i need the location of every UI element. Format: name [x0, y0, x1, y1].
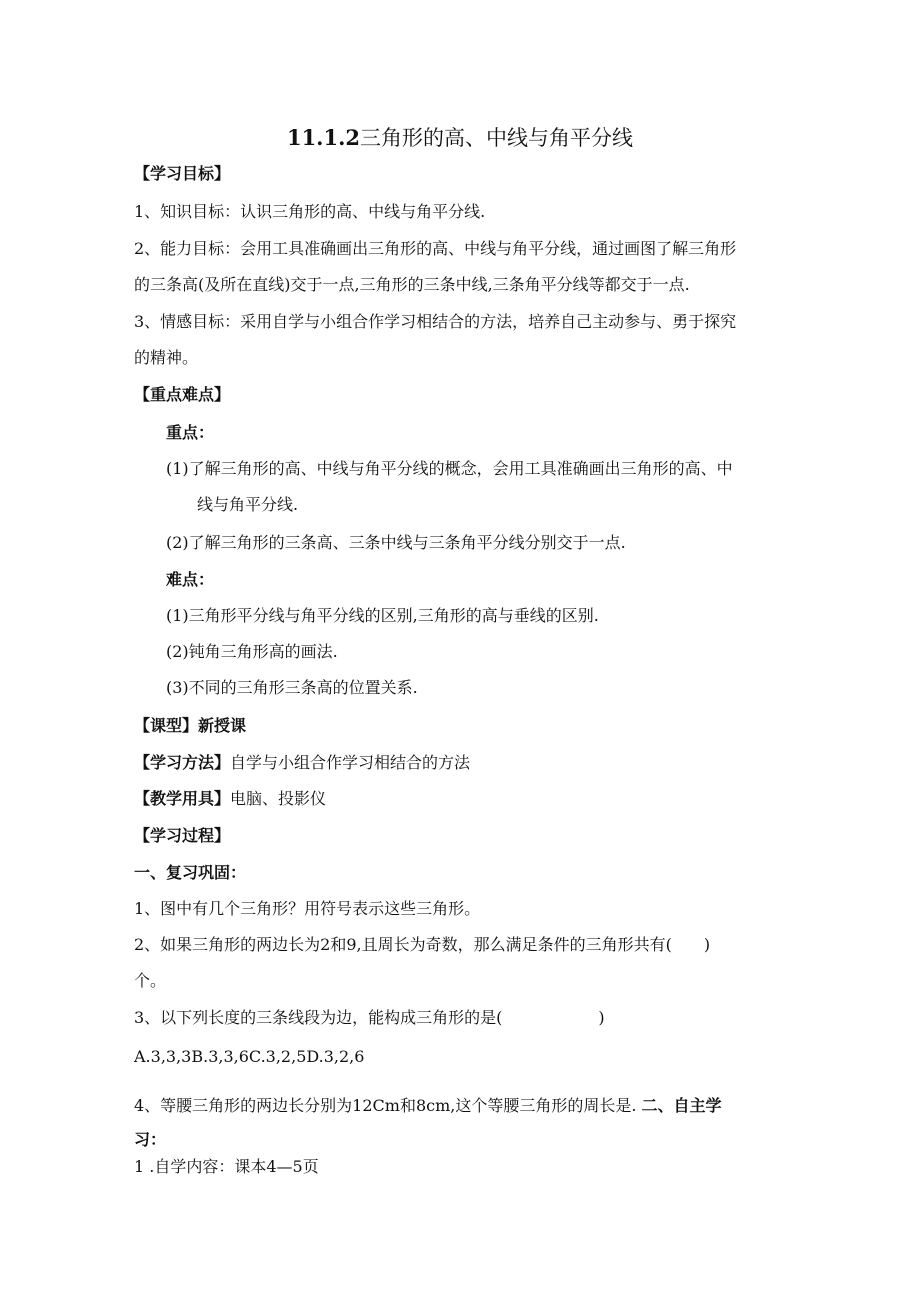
self-study-heading: 二、自主学: [641, 1096, 722, 1115]
goal-line: 的三条高(及所在直线)交于一点,三角形的三条中线,三条角平分线等都交于一点.: [134, 275, 690, 294]
study-method-label: 【学习方法】: [134, 753, 231, 772]
question-2: 2、如果三角形的两边长为2和9,且周长为奇数，那么满足条件的三角形共有( ): [134, 935, 711, 954]
key-item: (2)了解三角形的三条高、三条中线与三条角平分线分别交于一点.: [166, 533, 626, 552]
difficult-label: 难点：: [166, 570, 215, 589]
goal-line: 2、能力目标：会用工具准确画出三角形的高、中线与角平分线，通过画图了解三角形: [134, 239, 737, 258]
review-heading: 一、复习巩固：: [134, 863, 247, 882]
process-heading: 【学习过程】: [134, 826, 231, 845]
teaching-tools: [134, 788, 326, 810]
key-points-heading: 【重点难点】: [134, 385, 231, 404]
study-method: [134, 752, 470, 774]
difficult-item: (1)三角形平分线与角平分线的区别,三角形的高与垂线的区别.: [166, 606, 599, 625]
teaching-tools-value: 电脑、投影仪: [230, 789, 327, 808]
question-3-options: A.3,3,3B.3,3,6C.3,2,5D.3,2,6: [134, 1047, 365, 1066]
question-4: [134, 1095, 722, 1117]
goals-heading: 【学习目标】: [134, 164, 231, 183]
difficult-item: (3)不同的三角形三条高的位置关系.: [166, 678, 418, 697]
lesson-type: [134, 715, 246, 737]
title-text: 三角形的高、中线与角平分线: [360, 126, 634, 150]
title-number: 11.1.2: [286, 125, 361, 150]
self-study-item: 1 .自学内容：课本4—5页: [134, 1157, 319, 1176]
study-method-value: 自学与小组合作学习相结合的方法: [230, 753, 471, 772]
goal-line: 1、知识目标：认识三角形的高、中线与角平分线.: [134, 202, 486, 221]
question-3: 3、以下列长度的三条线段为边，能构成三角形的是( ): [134, 1008, 605, 1027]
teaching-tools-label: 【教学用具】: [134, 789, 231, 808]
difficult-item: (2)钝角三角形高的画法.: [166, 642, 338, 661]
key-item: (1)了解三角形的高、中线与角平分线的概念，会用工具准确画出三角形的高、中: [166, 459, 733, 478]
question-1: 1、图中有几个三角形？用符号表示这些三角形。: [134, 899, 481, 918]
question-4-text: 4、等腰三角形的两边长分别为12Cm和8cm,这个等腰三角形的周长是.: [134, 1096, 637, 1115]
goal-line: 3、情感目标：采用自学与小组合作学习相结合的方法，培养自己主动参与、勇于探究: [134, 312, 737, 331]
key-item: 线与角平分线.: [197, 495, 299, 514]
key-label: 重点：: [166, 423, 215, 442]
page-title: [0, 124, 920, 152]
goal-line: 的精神。: [134, 348, 199, 367]
self-study-heading-cont: 习：: [134, 1130, 167, 1149]
lesson-type-value: 新授课: [198, 716, 247, 735]
lesson-type-label: 【课型】: [134, 716, 199, 735]
question-2-cont: 个。: [134, 971, 167, 990]
